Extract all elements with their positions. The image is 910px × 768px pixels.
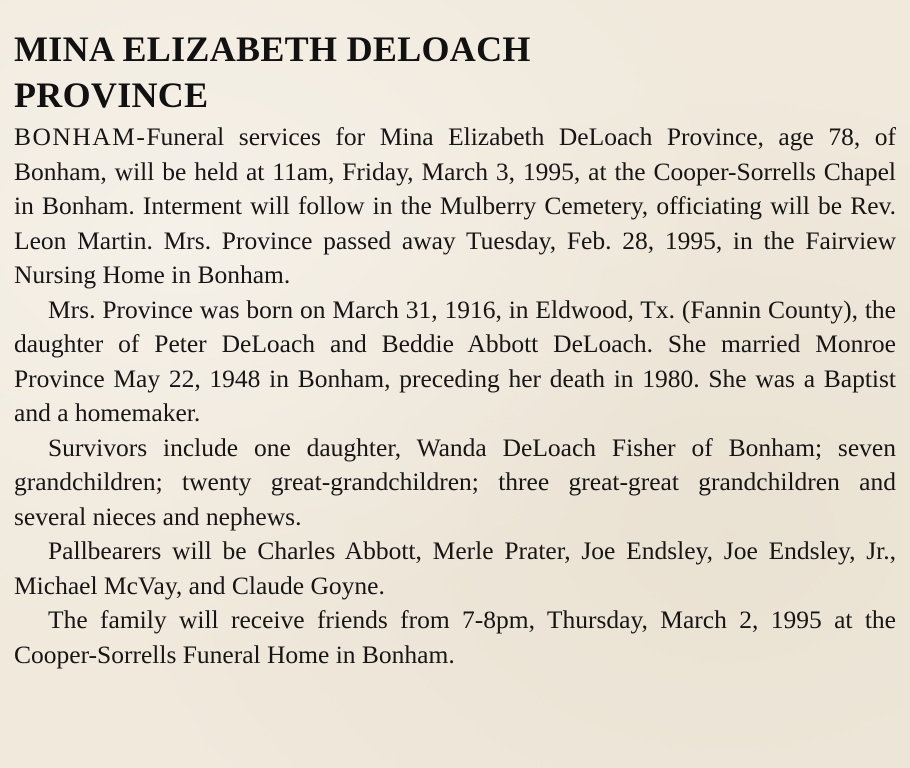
paragraph-1-text: Funeral services for Mina Elizabeth DeLoach Province, age 78, of Bonham, will be held at 11am, Friday, March 3, 1995, at the Cooper-Sorrells Chapel in Bonham. Interment will follow in the Mulberry Cemetery, officiating will be Rev. Leon Martin. Mrs. Province passed away Tuesday, Feb. 28, 1995, in the Fairview Nursing Home in Bonham. <box>14 122 896 289</box>
dateline: BONHAM- <box>14 122 147 151</box>
headline-line-1: MINA ELIZABETH DELOACH <box>14 29 531 69</box>
paragraph-visitation: The family will receive friends from 7-8pm, Thursday, March 2, 1995 at the Cooper-Sorrells Funeral Home in Bonham. <box>14 605 896 669</box>
obituary-body <box>14 120 896 672</box>
obituary-headline <box>14 26 896 118</box>
paragraph-survivors: Survivors include one daughter, Wanda DeLoach Fisher of Bonham; seven grandchildren; twenty great-grandchildren; three great-great grandchildren and several nieces and nephews. <box>14 432 896 531</box>
paragraph-pallbearers: Pallbearers will be Charles Abbott, Merle Prater, Joe Endsley, Joe Endsley, Jr., Michael McVay, and Claude Goyne. <box>14 536 896 600</box>
paragraph-biography: Mrs. Province was born on March 31, 1916, in Eldwood, Tx. (Fannin County), the daughter of Peter DeLoach and Beddie Abbott DeLoach. She married Monroe Province May 22, 1948 in Bonham, preceding her death in 1980. She was a Baptist and a homemaker. <box>14 294 896 427</box>
headline-line-2: PROVINCE <box>14 75 209 115</box>
paragraph-service-details <box>14 120 896 293</box>
